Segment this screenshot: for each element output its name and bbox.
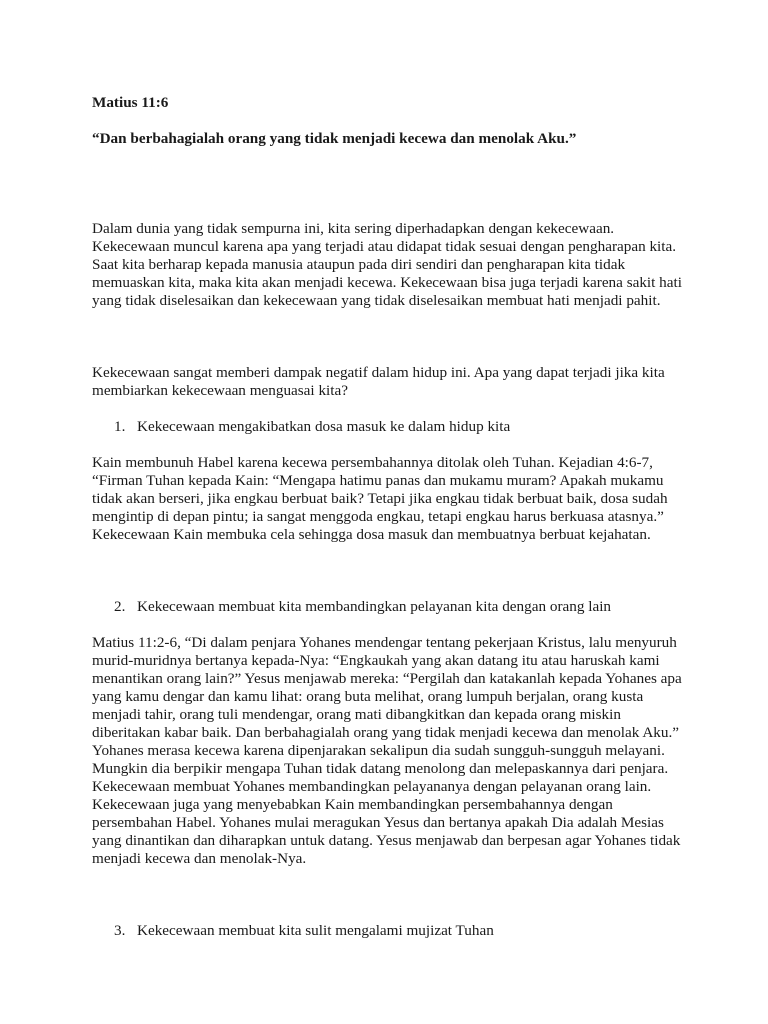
point-2-title: Kekecewaan membuat kita membandingkan pelayanan kita dengan orang lain: [137, 598, 612, 615]
point-2-heading: [92, 598, 692, 616]
point-1-body: Kain membunuh Habel karena kecewa persembahannya ditolak oleh Tuhan. Kejadian 4:6-7, “Firman Tuhan kepada Kain: “Mengapa hatimu panas dan mukamu muram? Apakah mukamu tidak akan berseri, jika engkau berbuat baik? Tetapi jika engkau tidak berbuat baik, dosa sudah mengintip di depan pintu; ia sangat menggoda engkau, tetapi engkau harus berkuasa atasnya.” Kekecewaan Kain membuka cela sehingga dosa masuk dan membuatnya berbuat kejahatan.: [92, 454, 668, 543]
point-2-body: Matius 11:2-6, “Di dalam penjara Yohanes mendengar tentang pekerjaan Kristus, lalu menyuruh murid-muridnya bertanya kepada-Nya: “Engkaukah yang akan datang itu atau haruskah kami menantikan orang lain?” Yesus menjawab mereka: “Pergilah dan katakanlah kepada Yohanes apa yang kamu dengar dan kamu lihat: orang buta melihat, orang lumpuh berjalan, orang kusta menjadi tahir, orang tuli mendengar, orang mati dibangkitkan dan kepada orang miskin diberitakan kabar baik. Dan berbahagialah orang yang tidak menjadi kecewa dan menolak Aku.” Yohanes merasa kecewa karena dipenjarakan sekalipun dia sudah sungguh-sungguh melayani. Mungkin dia berpikir mengapa Tuhan tidak datang menolong dan melepaskannya dari penjara. Kekecewaan membuat Yohanes membandingkan pelayananya dengan pelayanan orang lain. Kekecewaan juga yang menyebabkan Kain membandingkan persembahannya dengan persembahan Habel. Yohanes mulai meragukan Yesus dan bertanya apakah Dia adalah Mesias yang dinantikan dan diharapkan untuk datang. Yesus menjawab dan berpesan agar Yohanes tidak menjadi kecewa dan menolak-Nya.: [92, 634, 682, 867]
document-heading: Matius 11:6: [92, 94, 169, 111]
point-3-heading: [92, 922, 692, 940]
question-paragraph: Kekecewaan sangat memberi dampak negatif dalam hidup ini. Apa yang dapat terjadi jika kita membiarkan kekecewaan menguasai kita?: [92, 364, 665, 399]
point-3-number: 3.: [114, 922, 126, 939]
intro-paragraph: Dalam dunia yang tidak sempurna ini, kita sering diperhadapkan dengan kekecewaan. Kekecewaan muncul karena apa yang terjadi atau didapat tidak sesuai dengan pengharapan kita. Saat kita berharap kepada manusia ataupun pada diri sendiri dan pengharapan kita tidak memuaskan kita, maka kita akan menjadi kecewa. Kekecewaan bisa juga terjadi karena sakit hati yang tidak diselesaikan dan kekecewaan yang tidak diselesaikan membuat hati menjadi pahit.: [92, 220, 682, 309]
scripture-quote: “Dan berbahagialah orang yang tidak menjadi kecewa dan menolak Aku.”: [92, 130, 577, 147]
point-1-title: Kekecewaan mengakibatkan dosa masuk ke dalam hidup kita: [137, 418, 511, 435]
point-3-title: Kekecewaan membuat kita sulit mengalami mujizat Tuhan: [137, 922, 494, 939]
point-1-number: 1.: [114, 418, 126, 435]
point-2-number: 2.: [114, 598, 126, 615]
point-1-heading: [92, 418, 692, 436]
document-page: [92, 94, 692, 940]
